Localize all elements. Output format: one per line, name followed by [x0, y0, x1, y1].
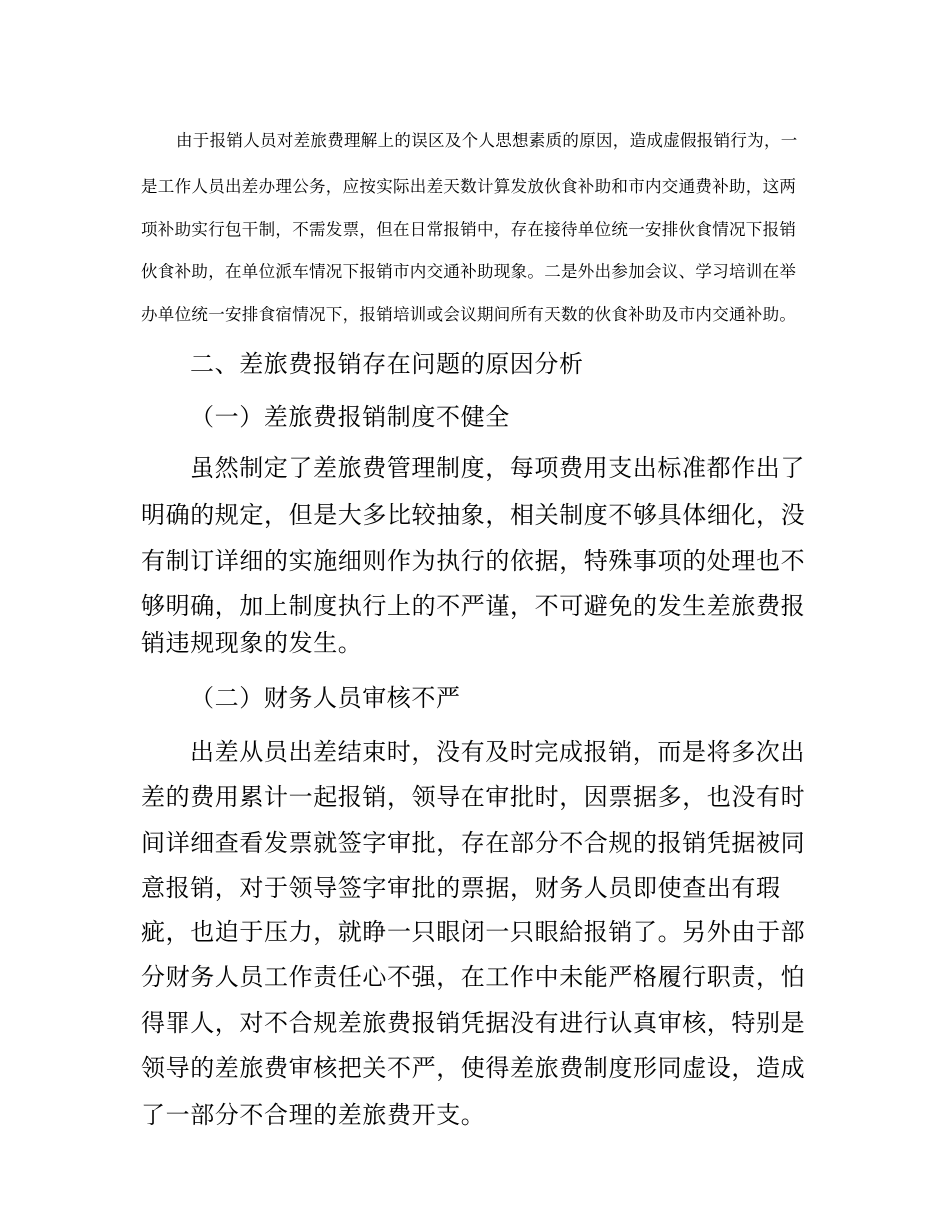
subsection-2-line-5: 疵，也迫于压力，就睁一只眼闭一只眼給报销了。另外由于部 [141, 918, 806, 946]
subsection-2-line-8: 领导的差旅费审核把关不严，使得差旅费制度形同虚设，造成 [141, 1054, 806, 1082]
subsection-2-line-7: 得罪人，对不合规差旅费报销凭据没有进行认真审核，特别是 [141, 1009, 806, 1037]
subsection-1-line-4: 够明确，加上制度执行上的不严谨，不可避免的发生差旅费报 [141, 592, 806, 620]
subsection-1-line-5: 销违规现象的发生。 [141, 629, 363, 657]
subsection-1-line-3: 有制订详细的实施细则作为执行的依据，特殊事项的处理也不 [141, 547, 806, 575]
subsection-1-line-1: 虽然制定了差旅费管理制度，每项费用支出标准都作出了 [190, 454, 805, 482]
subsection-2-line-3: 间详细查看发票就签字审批，存在部分不合规的报销凭据被同 [141, 829, 806, 857]
subsection-2-line-9: 了一部分不合理的差旅费开支。 [141, 1101, 486, 1129]
intro-line-5: 办单位统一安排食宿情况下，报销培训或会议期间所有天数的伙食补助及市内交通补助。 [141, 305, 797, 324]
intro-line-3: 项补助实行包干制，不需发票，但在日常报销中，存在接待单位统一安排伙食情况下报销 [141, 220, 797, 239]
subsection-1-heading: （一）差旅费报销制度不健全 [190, 403, 510, 431]
subsection-2-line-4: 意报销，对于领导签字审批的票据，财务人员即使查出有瑕 [141, 874, 781, 902]
intro-line-2: 是工作人员出差办理公务，应按实际出差天数计算发放伙食补助和市内交通费补助，这两 [141, 177, 797, 196]
intro-line-1: 由于报销人员对差旅费理解上的误区及个人思想素质的原因，造成虚假报销行为，一 [176, 131, 798, 150]
subsection-1-line-2: 明确的规定，但是大多比较抽象，相关制度不够具体细化，没 [141, 501, 806, 529]
intro-line-4: 伙食补助，在单位派车情况下报销市内交通补助现象。二是外出参加会议、学习培训在举 [141, 262, 797, 281]
subsection-2-line-1: 出差从员出差结束时，没有及时完成报销，而是将多次出 [190, 738, 805, 766]
subsection-2-heading: （二）财务人员审核不严 [190, 684, 461, 712]
subsection-2-line-2: 差的费用累计一起报销，领导在审批时，因票据多，也没有时 [141, 783, 806, 811]
subsection-2-line-6: 分财务人员工作责任心不强，在工作中未能严格履行职责，怕 [141, 963, 806, 991]
section-heading: 二、差旅费报销存在问题的原因分析 [190, 350, 584, 378]
